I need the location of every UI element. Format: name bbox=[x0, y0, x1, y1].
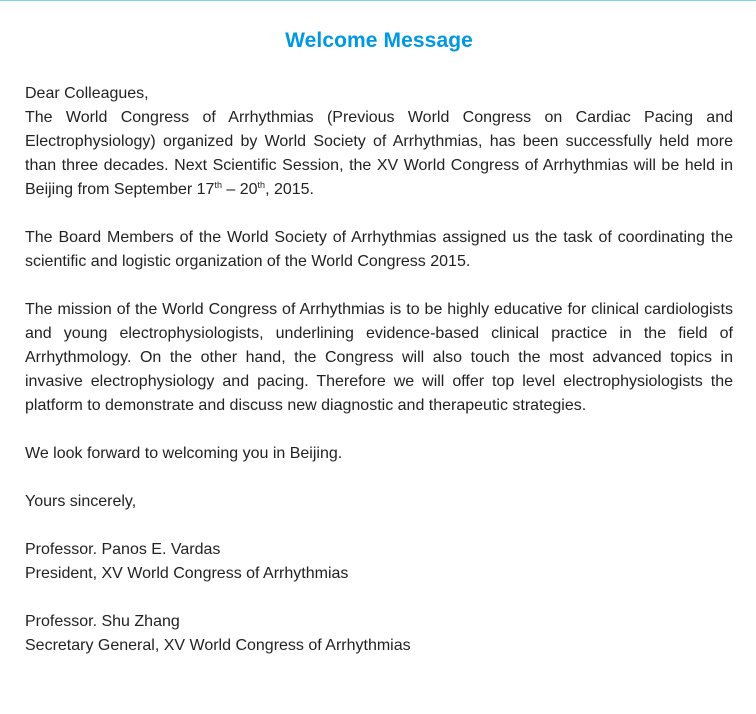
signatory-role: Secretary General, XV World Congress of Arrhythmias bbox=[25, 637, 411, 654]
signature-block-secretary-general bbox=[25, 610, 733, 658]
signatory-name: Professor. Panos E. Vardas bbox=[25, 541, 221, 558]
salutation: Dear Colleagues, bbox=[25, 85, 149, 102]
ordinal-suffix-end: th bbox=[257, 180, 266, 190]
closing: Yours sincerely, bbox=[25, 493, 137, 510]
paragraph-board: The Board Members of the World Society of Arrhythmias assigned us the task of coordinating the scientific and logistic organization of the World Congress 2015. bbox=[25, 229, 733, 270]
letter-body bbox=[25, 82, 733, 658]
date-range-separator: – 20 bbox=[221, 181, 258, 198]
signature-block-president bbox=[25, 538, 733, 586]
paragraph-intro-text: The World Congress of Arrhythmias (Previous World Congress on Cardiac Pacing and Electrophysiology) organized by World Society of Arrhythmias, has been successfully held more than three decades. Next Scientific Session, the XV World Congress of Arrhythmias will be held in Beijing from September 17 bbox=[25, 109, 733, 198]
ordinal-suffix-start: th bbox=[214, 180, 222, 190]
page-title: Welcome Message bbox=[285, 29, 473, 52]
paragraph-intro-year: , 2015. bbox=[265, 181, 314, 198]
signatory-role: President, XV World Congress of Arrhythmias bbox=[25, 565, 349, 582]
paragraph-mission: The mission of the World Congress of Arrhythmias is to be highly educative for clinical cardiologists and young electrophysiologists, underlining evidence-based clinical practice in the field of Arrhythmology. On the other hand, the Congress will also touch the most advanced topics in invasive electrophysiology and pacing. Therefore we will offer top level electrophysiologists the platform to demonstrate and discuss new diagnostic and therapeutic strategies. bbox=[25, 301, 733, 414]
paragraph-closing-wish: We look forward to welcoming you in Beijing. bbox=[25, 445, 343, 462]
paragraph-intro bbox=[25, 106, 733, 202]
signatory-name: Professor. Shu Zhang bbox=[25, 613, 180, 630]
